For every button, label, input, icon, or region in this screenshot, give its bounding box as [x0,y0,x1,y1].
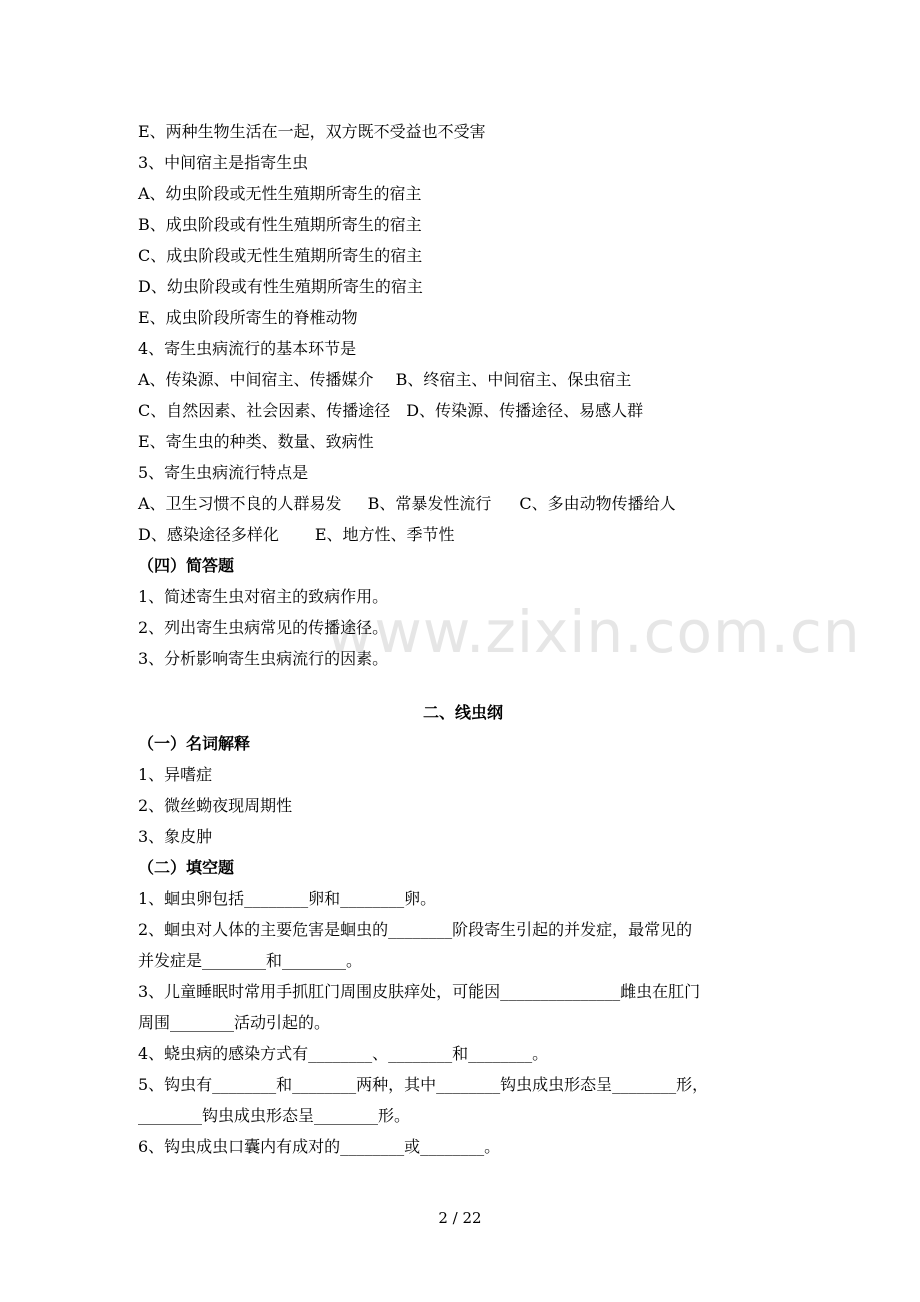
fill-blank-5-cont: ________钩虫成虫形态呈________形。 [138,1106,411,1125]
term-1: 1、异嗜症 [138,765,213,784]
fill-blank-2-cont: 并发症是________和________。 [138,951,363,970]
option-line: B、成虫阶段或有性生殖期所寄生的宿主 [138,215,422,234]
option-line: D、幼虫阶段或有性生殖期所寄生的宿主 [138,277,423,296]
option-line: E、成虫阶段所寄生的脊椎动物 [138,308,358,327]
question-5: 5、寄生虫病流行特点是 [138,463,309,482]
fill-blank-6: 6、钩虫成虫口囊内有成对的________或________。 [138,1137,501,1156]
option-line [138,519,788,550]
section-heading: （一）名词解释 [138,734,251,753]
page-content [138,116,788,1162]
option-line [138,488,788,519]
option-a: A、传染源、中间宿主、传播媒介 [138,370,374,389]
option-b: B、终宿主、中间宿主、保虫宿主 [395,370,632,389]
fill-blank-3-cont: 周围________活动引起的。 [138,1013,331,1032]
fill-blank-2: 2、蛔虫对人体的主要危害是蛔虫的________阶段寄生引起的并发症，最常见的 [138,920,693,939]
option-e: E、地方性、季节性 [314,525,455,544]
option-line: E、两种生物生活在一起，双方既不受益也不受害 [138,122,486,141]
option-c: C、多由动物传播给人 [519,494,676,513]
option-line: A、幼虫阶段或无性生殖期所寄生的宿主 [138,184,422,203]
fill-blank-4: 4、蛲虫病的感染方式有________、________和________。 [138,1044,549,1063]
fill-blank-1: 1、蛔虫卵包括________卵和________卵。 [138,889,437,908]
fill-blank-5: 5、钩虫有________和________两种，其中________钩虫成虫形态呈________形， [138,1075,709,1094]
option-d: D、感染途径多样化 [138,525,279,544]
short-answer-1: 1、简述寄生虫对宿主的致病作用。 [138,587,389,606]
option-line: E、寄生虫的种类、数量、致病性 [138,432,374,451]
option-line [138,395,788,426]
term-2: 2、微丝蚴夜现周期性 [138,796,293,815]
short-answer-2: 2、列出寄生虫病常见的传播途径。 [138,618,389,637]
option-c: C、自然因素、社会因素、传播途径 [138,401,391,420]
short-answer-3: 3、分析影响寄生虫病流行的因素。 [138,649,389,668]
option-a: A、卫生习惯不良的人群易发 [138,494,342,513]
spacer [138,674,788,697]
page-number: 2 / 22 [438,1209,482,1227]
option-line [138,364,788,395]
chapter-title: 二、线虫纲 [422,703,503,722]
question-3: 3、中间宿主是指寄生虫 [138,153,309,172]
term-3: 3、象皮肿 [138,827,213,846]
option-b: B、常暴发性流行 [367,494,492,513]
question-4: 4、寄生虫病流行的基本环节是 [138,339,357,358]
option-d: D、传染源、传播途径、易感人群 [406,401,644,420]
watermark: www.zixin.com.cn [326,598,861,666]
fill-blank-3: 3、儿童睡眠时常用手抓肛门周围皮肤痒处，可能因_______________雌虫在肛门 [138,982,701,1001]
section-heading: （二）填空题 [138,858,235,877]
section-heading: （四）简答题 [138,556,235,575]
option-line: C、成虫阶段或无性生殖期所寄生的宿主 [138,246,423,265]
